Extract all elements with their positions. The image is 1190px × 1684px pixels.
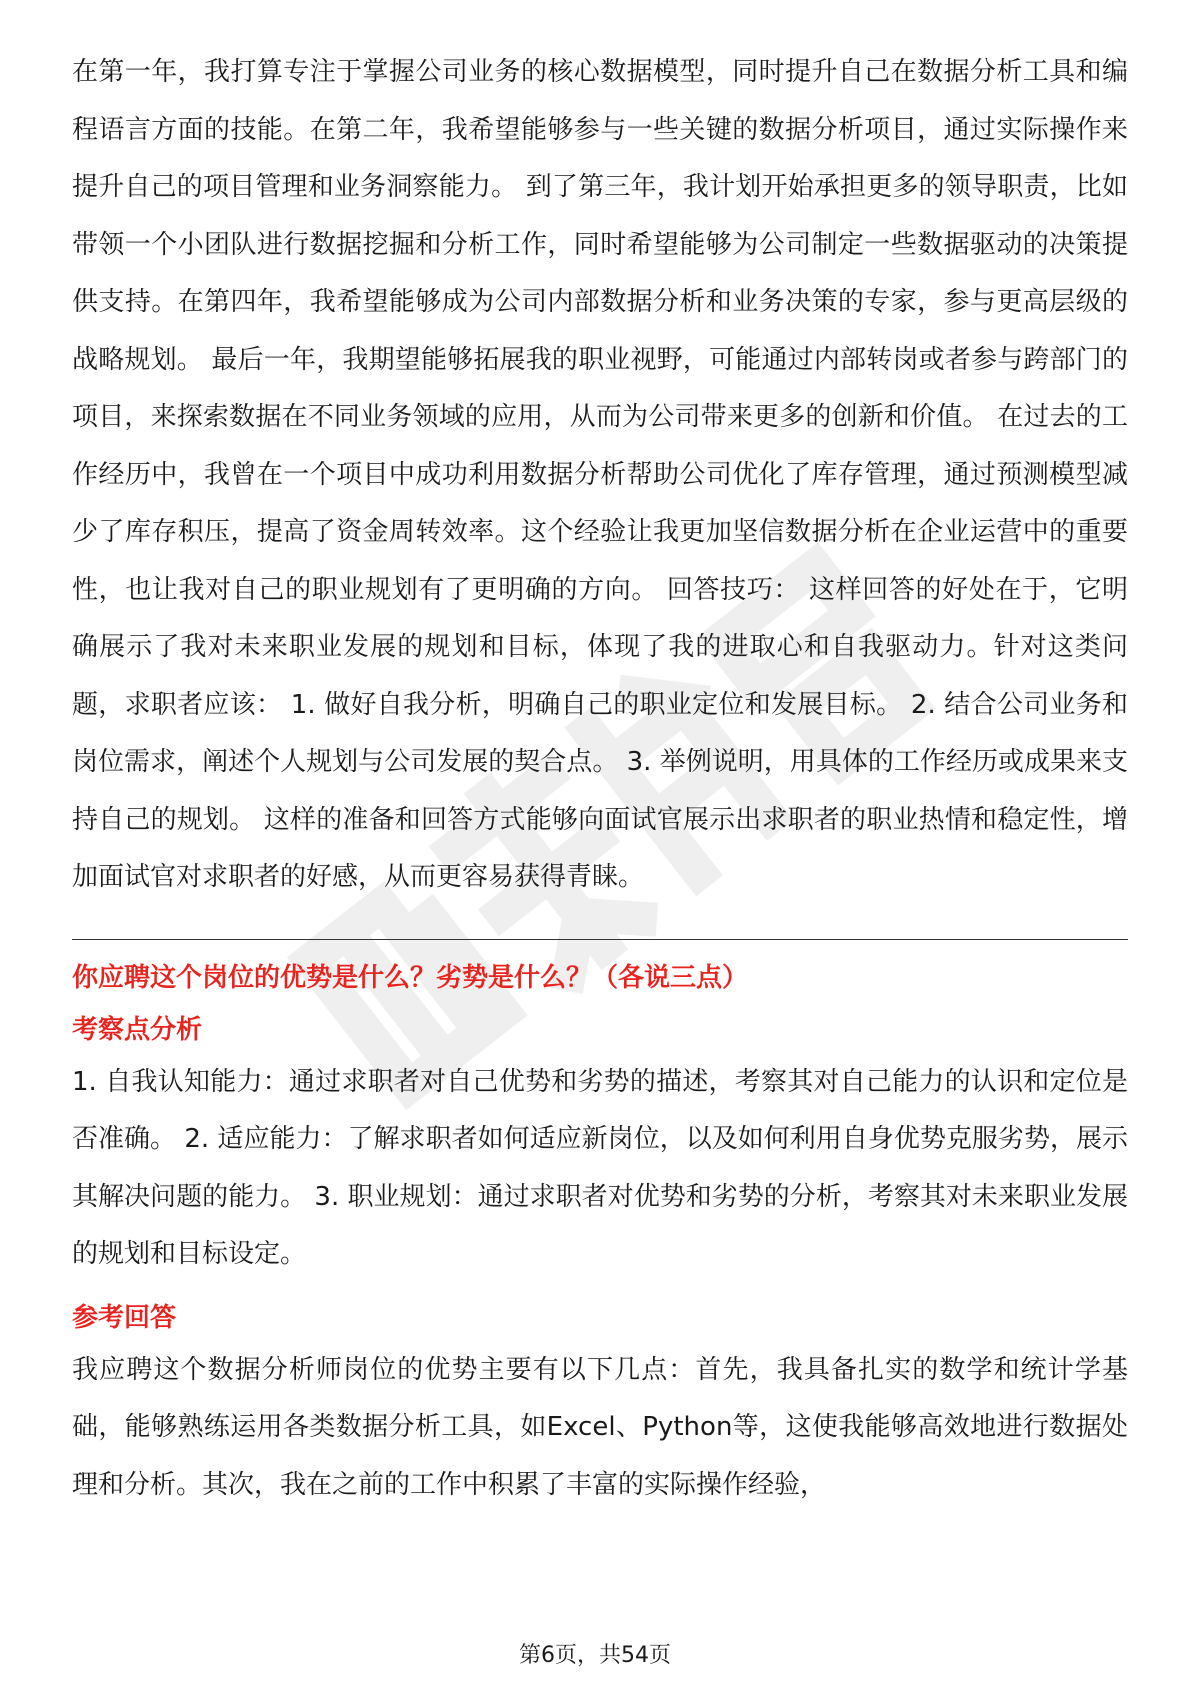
analysis-heading: 考察点分析 <box>72 1014 203 1045</box>
question-title: 你应聘这个岗位的优势是什么？劣势是什么？（各说三点） <box>72 962 749 993</box>
answer-paragraph: 我应聘这个数据分析师岗位的优势主要有以下几点：首先，我具备扎实的数学和统计学基础，能够熟练运用各类数据分析工具，如Excel、Python等，这使我能够高效地进行数据处理和分析。其次，我在之前的工作中积累了丰富的实际操作经验， <box>72 1354 1128 1500</box>
answer-heading: 参考回答 <box>72 1302 177 1333</box>
document-page <box>72 44 1128 1514</box>
intro-paragraph: 在第一年，我打算专注于掌握公司业务的核心数据模型，同时提升自己在数据分析工具和编程语言方面的技能。在第二年，我希望能够参与一些关键的数据分析项目，通过实际操作来提升自己的项目管理和业务洞察能力。 到了第三年，我计划开始承担更多的领导职责，比如带领一个小团队进行数据挖掘和分析工作，同时希望能够为公司制定一些数据驱动的决策提供支持。在第四年，我希望能够成为公司内部数据分析和业务决策的专家，参与更高层级的战略规划。 最后一年，我期望能够拓展我的职业视野，可能通过内部转岗或者参与跨部门的项目，来探索数据在不同业务领域的应用，从而为公司带来更多的创新和价值。 在过去的工作经历中，我曾在一个项目中成功利用数据分析帮助公司优化了库存管理，通过预测模型减少了库存积压，提高了资金周转效率。这个经验让我更加坚信数据分析在企业运营中的重要性，也让我对自己的职业规划有了更明确的方向。 回答技巧： 这样回答的好处在于，它明确展示了我对未来职业发展的规划和目标，体现了我的进取心和自我驱动力。针对这类问题，求职者应该： 1. 做好自我分析，明确自己的职业定位和发展目标。 2. 结合公司业务和岗位需求，阐述个人规划与公司发展的契合点。 3. 举例说明，用具体的工作经历或成果来支持自己的规划。 这样的准备和回答方式能够向面试官展示出求职者的职业热情和稳定性，增加面试官对求职者的好感，从而更容易获得青睐。 <box>72 57 1128 892</box>
page-number-footer: 第6页，共54页 <box>519 1643 671 1668</box>
section-divider <box>72 939 1128 940</box>
analysis-paragraph: 1. 自我认知能力：通过求职者对自己优势和劣势的描述，考察其对自己能力的认识和定位是否准确。 2. 适应能力：了解求职者如何适应新岗位，以及如何利用自身优势克服劣势，展示其解决问题的能力。 3. 职业规划：通过求职者对优势和劣势的分析，考察其对未来职业发展的规划和目标设定。 <box>72 1066 1128 1269</box>
